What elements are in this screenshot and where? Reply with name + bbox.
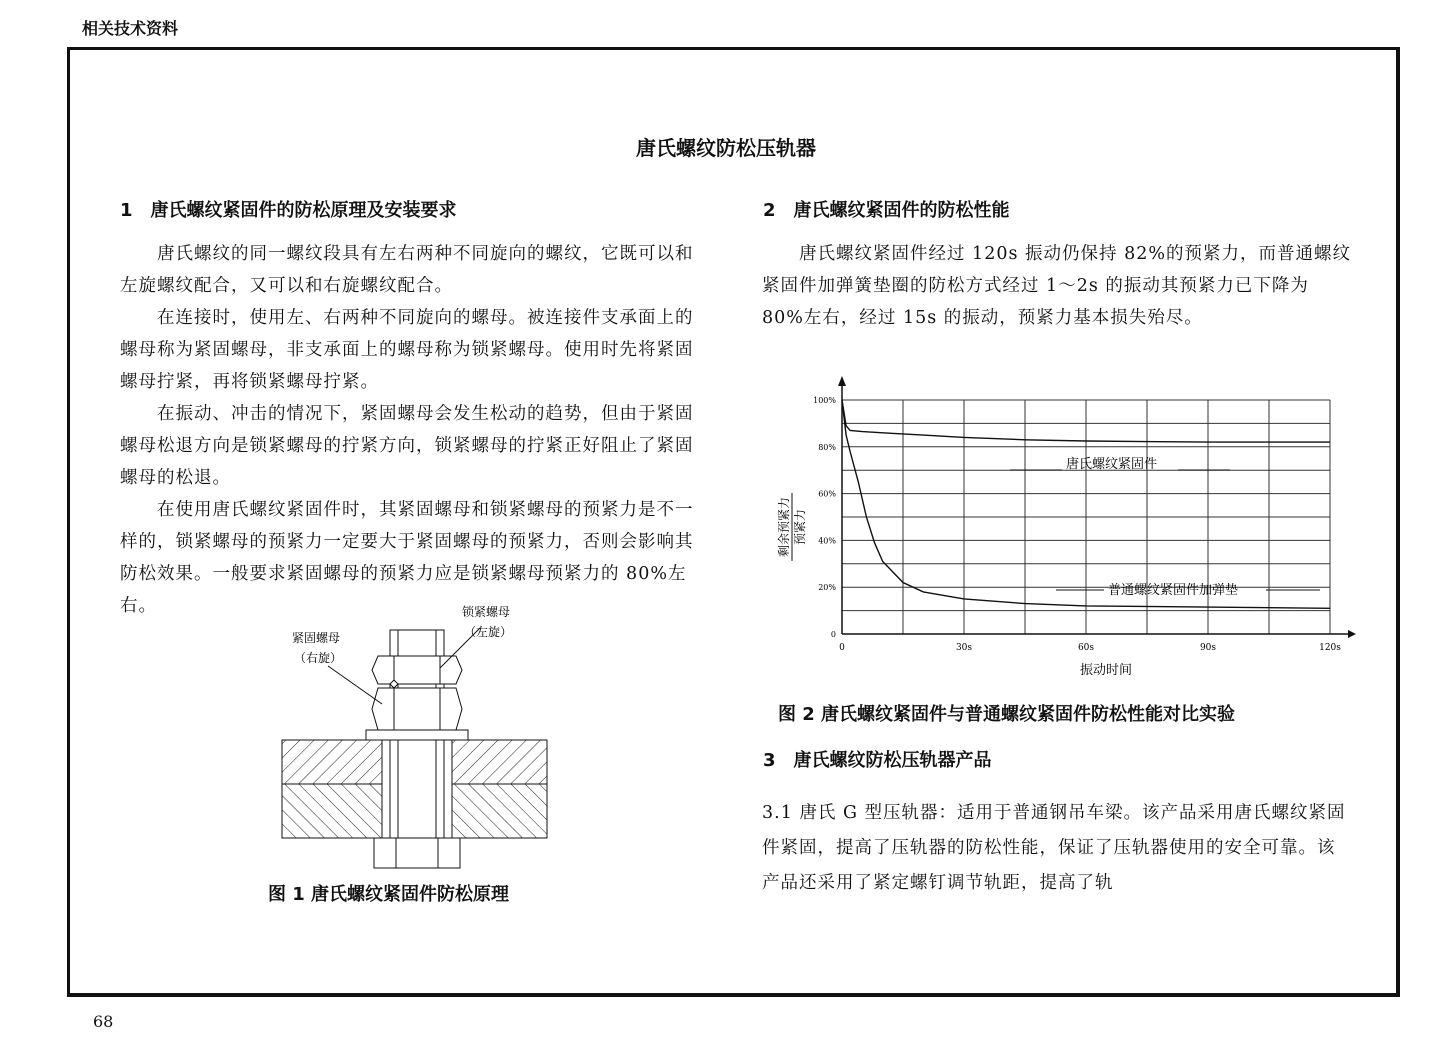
y-tick-label: 20% (818, 583, 836, 593)
page-title: 唐氏螺纹防松压轨器 (636, 136, 816, 160)
x-tick-label: 0 (839, 643, 845, 653)
y-tick-label: 0 (830, 630, 836, 639)
section1-paragraph: 在使用唐氏螺纹紧固件时，其紧固螺母和锁紧螺母的预紧力是不一样的，锁紧螺母的预紧力一定要大于紧固螺母的预紧力，否则会影响其防松效果。一般要求紧固螺母的预紧力应是锁紧螺母预紧力的 80%左右。 (120, 500, 694, 616)
y-tick-label: 40% (818, 536, 836, 546)
series-label-ordinary: 普通螺纹紧固件加弹垫 (1108, 583, 1239, 598)
x-tick-label: 90s (1199, 643, 1217, 653)
fasten-nut-label: 紧固螺母 (292, 631, 341, 645)
figure1-diagram (270, 600, 570, 880)
page-number: 68 (93, 1012, 114, 1031)
section1-heading: 1 唐氏螺纹紧固件的防松原理及安装要求 (120, 200, 457, 221)
y-axis-label-denominator: 预紧力 (793, 508, 807, 546)
section3-paragraph: 3.1 唐氏 G 型压轨器：适用于普通钢吊车梁。该产品采用唐氏螺纹紧固件紧固，提高了压轨器的防松性能，保证了压轨器使用的安全可靠。该产品还采用了紧定螺钉调节轨距，提高了轨 (762, 803, 1346, 893)
chart-axes (838, 376, 1356, 638)
washer (366, 730, 468, 740)
x-tick-label: 60s (1077, 643, 1095, 653)
section1-paragraph: 在振动、冲击的情况下，紧固螺母会发生松动的趋势，但由于紧固螺母松退方向是锁紧螺母的拧紧方向，锁紧螺母的拧紧正好阻止了紧固螺母的松退。 (120, 404, 694, 488)
section3-body (762, 796, 1352, 901)
section1-paragraph: 唐氏螺纹的同一螺纹段具有左右两种不同旋向的螺纹，它既可以和左旋螺纹配合，又可以和右旋螺纹配合。 (120, 244, 694, 296)
y-tick-label: 80% (818, 442, 836, 452)
x-axis-arrow (1348, 630, 1356, 638)
section1-paragraph: 在连接时，使用左、右两种不同旋向的螺母。被连接件支承面上的螺母称为紧固螺母，非支承面上的螺母称为锁紧螺母。使用时先将紧固螺母拧紧，再将锁紧螺母拧紧。 (120, 308, 694, 392)
y-axis-arrow (838, 376, 846, 386)
fasten-nut-dir: （右旋） (294, 651, 343, 665)
figure1-caption: 图 1 唐氏螺纹紧固件防松原理 (268, 884, 510, 905)
section2-paragraph: 唐氏螺纹紧固件经过 120s 振动仍保持 82%的预紧力，而普通螺纹紧固件加弹簧垫圈的防松方式经过 1～2s 的振动其预紧力已下降为 80%左右，经过 15s 的振动，预紧力基本损失殆尽。 (762, 244, 1351, 328)
lock-nut-dir: （左旋） (464, 625, 513, 639)
lock-nut (372, 656, 462, 688)
fastening-nut (372, 688, 462, 730)
chart-labels (776, 456, 1320, 678)
x-tick-label: 120s (1319, 643, 1341, 653)
figure2-chart (760, 370, 1360, 690)
y-axis-label-numerator: 剩余预紧力 (777, 496, 791, 558)
x-axis-label: 振动时间 (1079, 663, 1133, 678)
section2-heading: 2 唐氏螺纹紧固件的防松性能 (763, 200, 1010, 221)
section2-body (762, 238, 1352, 334)
lock-nut-label: 锁紧螺母 (462, 605, 511, 619)
section1-body (120, 238, 710, 622)
header-label: 相关技术资料 (82, 19, 179, 38)
chart-ticks (813, 396, 1341, 653)
figure2-caption: 图 2 唐氏螺纹紧固件与普通螺纹紧固件防松性能对比实验 (778, 704, 1236, 725)
y-axis-label (776, 493, 807, 561)
section3-heading: 3 唐氏螺纹防松压轨器产品 (763, 750, 992, 771)
y-tick-label: 100% (813, 396, 836, 405)
series-label-tangs: 唐氏螺纹紧固件 (1066, 457, 1158, 472)
x-tick-label: 30s (955, 643, 973, 653)
y-tick-label: 60% (818, 489, 836, 499)
